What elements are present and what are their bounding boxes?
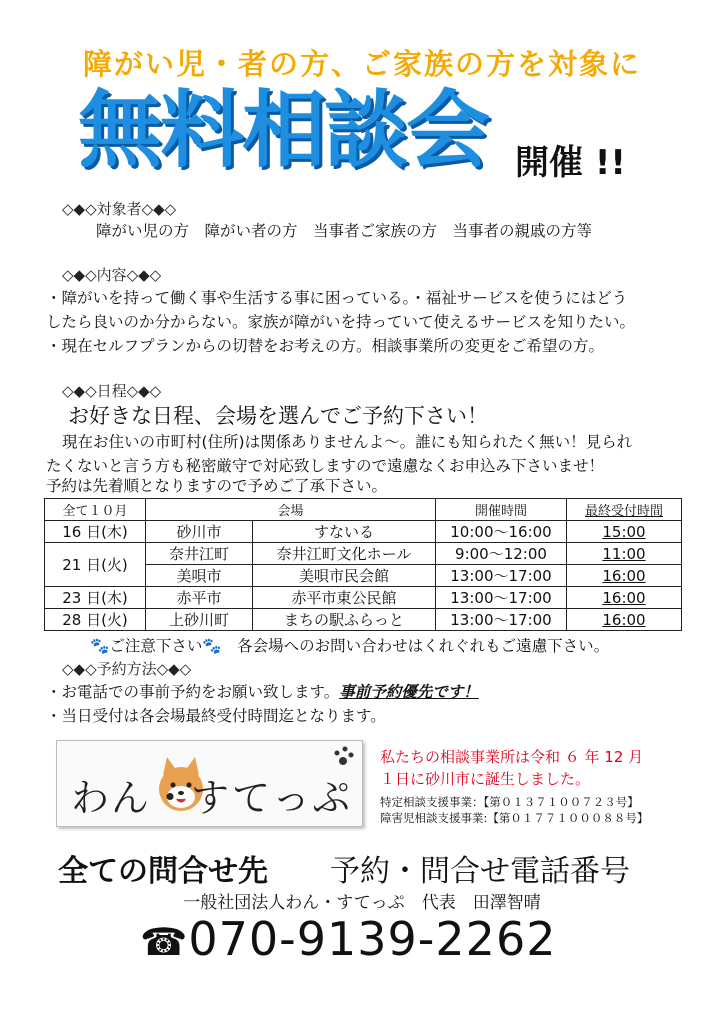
schedule-lead: お好きな日程、会場を選んでご予約下さい！ <box>68 404 488 428</box>
col-last: 最終受付時間 <box>567 499 682 521</box>
about-line-1: 私たちの相談事業所は令和 ６ 年 12 月 <box>380 748 644 766</box>
row-venue: 美唄市民会館 <box>253 565 436 587</box>
schedule-line-2: たくないと言う方も秘密厳守で対応致しますので遠慮なくお申込み下さいませ！ <box>46 457 605 475</box>
page-title: 無料相談会 <box>78 81 489 179</box>
row-time: 9:00～12:00 <box>436 543 567 565</box>
license-note-1: 特定相談支援事業：【第０１３７１００７２３号】 <box>380 795 639 809</box>
phone-number[interactable] <box>140 912 556 966</box>
row-venue: 奈井江町文化ホール <box>253 543 436 565</box>
row-date: 28 日(火) <box>45 609 146 631</box>
license-note-2: 障害児相談支援事業:【第０１７７１０００８８号】 <box>380 811 649 825</box>
table-row <box>45 587 682 609</box>
content-line-2: したら良いのか分からない。家族が障がいを持っていて使えるサービスを知りたい。 <box>46 313 636 331</box>
row-venue: すないる <box>253 521 436 543</box>
row-time: 10:00～16:00 <box>436 521 567 543</box>
row-time: 13:00～17:00 <box>436 565 567 587</box>
col-date: 全て１０月 <box>45 499 146 521</box>
schedule-heading: ◇◆◇日程◇◆◇ <box>62 382 162 400</box>
col-venue: 会場 <box>146 499 436 521</box>
row-town: 美唄市 <box>146 565 253 587</box>
reservation-line-1 <box>46 680 479 704</box>
row-last: 16:00 <box>567 609 682 631</box>
row-town: 砂川市 <box>146 521 253 543</box>
target-text: 障がい児の方 障がい者の方 当事者ご家族の方 当事者の親戚の方等 <box>96 222 593 240</box>
row-last: 16:00 <box>567 565 682 587</box>
schedule-table <box>44 498 682 631</box>
table-row <box>45 521 682 543</box>
paw-icon: 🐾 <box>90 637 110 655</box>
phone-text[interactable]: 070-9139-2262 <box>188 912 557 966</box>
row-town: 上砂川町 <box>146 609 253 631</box>
row-town: 赤平市 <box>146 587 253 609</box>
paw-icon: 🐾 <box>202 637 222 655</box>
subtitle: 障がい児・者の方、ご家族の方を対象に <box>82 47 641 81</box>
row-last: 11:00 <box>567 543 682 565</box>
table-row <box>45 543 682 565</box>
table-row <box>45 609 682 631</box>
contact-heading: 全ての問合せ先 <box>58 854 268 889</box>
phone-icon: ☎ <box>140 920 189 964</box>
title-suffix: 開催 !! <box>515 143 626 183</box>
row-time: 13:00～17:00 <box>436 587 567 609</box>
content-line-1: ・障がいを持って働く事や生活する事に困っている。・福祉サービスを使うにはどう <box>46 289 628 307</box>
reservation-line-2: ・当日受付は各会場最終受付時間迄となります。 <box>46 707 386 725</box>
row-date: 16 日(木) <box>45 521 146 543</box>
reservation-text: ・お電話での事前予約をお願い致します。 <box>46 683 340 701</box>
about-note <box>380 746 700 790</box>
table-header-row <box>45 499 682 521</box>
target-heading: ◇◆◇対象者◇◆◇ <box>62 200 177 218</box>
col-time: 開催時間 <box>436 499 567 521</box>
row-date: 23 日(木) <box>45 587 146 609</box>
logo-text: わん・すてっぷ <box>71 776 353 820</box>
content-line-3: ・現在セルフプランからの切替をお考えの方。相談事業所の変更をご希望の方。 <box>46 337 605 355</box>
about-line-2: １日に砂川市に誕生しました。 <box>380 770 591 788</box>
caution-line <box>90 634 609 658</box>
caution-label: ご注意下さい <box>109 637 203 655</box>
caution-text: 各会場へのお問い合わせはくれぐれもご遠慮下さい。 <box>237 637 610 655</box>
reservation-emphasis: 事前予約優先です！ <box>339 683 479 701</box>
logo <box>56 740 363 827</box>
row-time: 13:00～17:00 <box>436 609 567 631</box>
reservation-heading: ◇◆◇予約方法◇◆◇ <box>62 660 192 678</box>
contact-subheading: 予約・問合せ電話番号 <box>330 854 630 889</box>
schedule-line-3: 予約は先着順となりますので予めご了承下さい。 <box>46 477 388 495</box>
row-town: 奈井江町 <box>146 543 253 565</box>
schedule-line-1: 現在お住いの市町村(住所)は関係ありませんよ～。誰にも知られたく無い！見られ <box>62 433 633 451</box>
row-last: 16:00 <box>567 587 682 609</box>
row-venue: 赤平市東公民館 <box>253 587 436 609</box>
row-last: 15:00 <box>567 521 682 543</box>
row-venue: まちの駅ふらっと <box>253 609 436 631</box>
row-date: 21 日(火) <box>45 543 146 587</box>
organization-line: 一般社団法人わん・すてっぷ 代表 田澤智晴 <box>183 893 541 913</box>
content-heading: ◇◆◇内容◇◆◇ <box>62 266 162 284</box>
